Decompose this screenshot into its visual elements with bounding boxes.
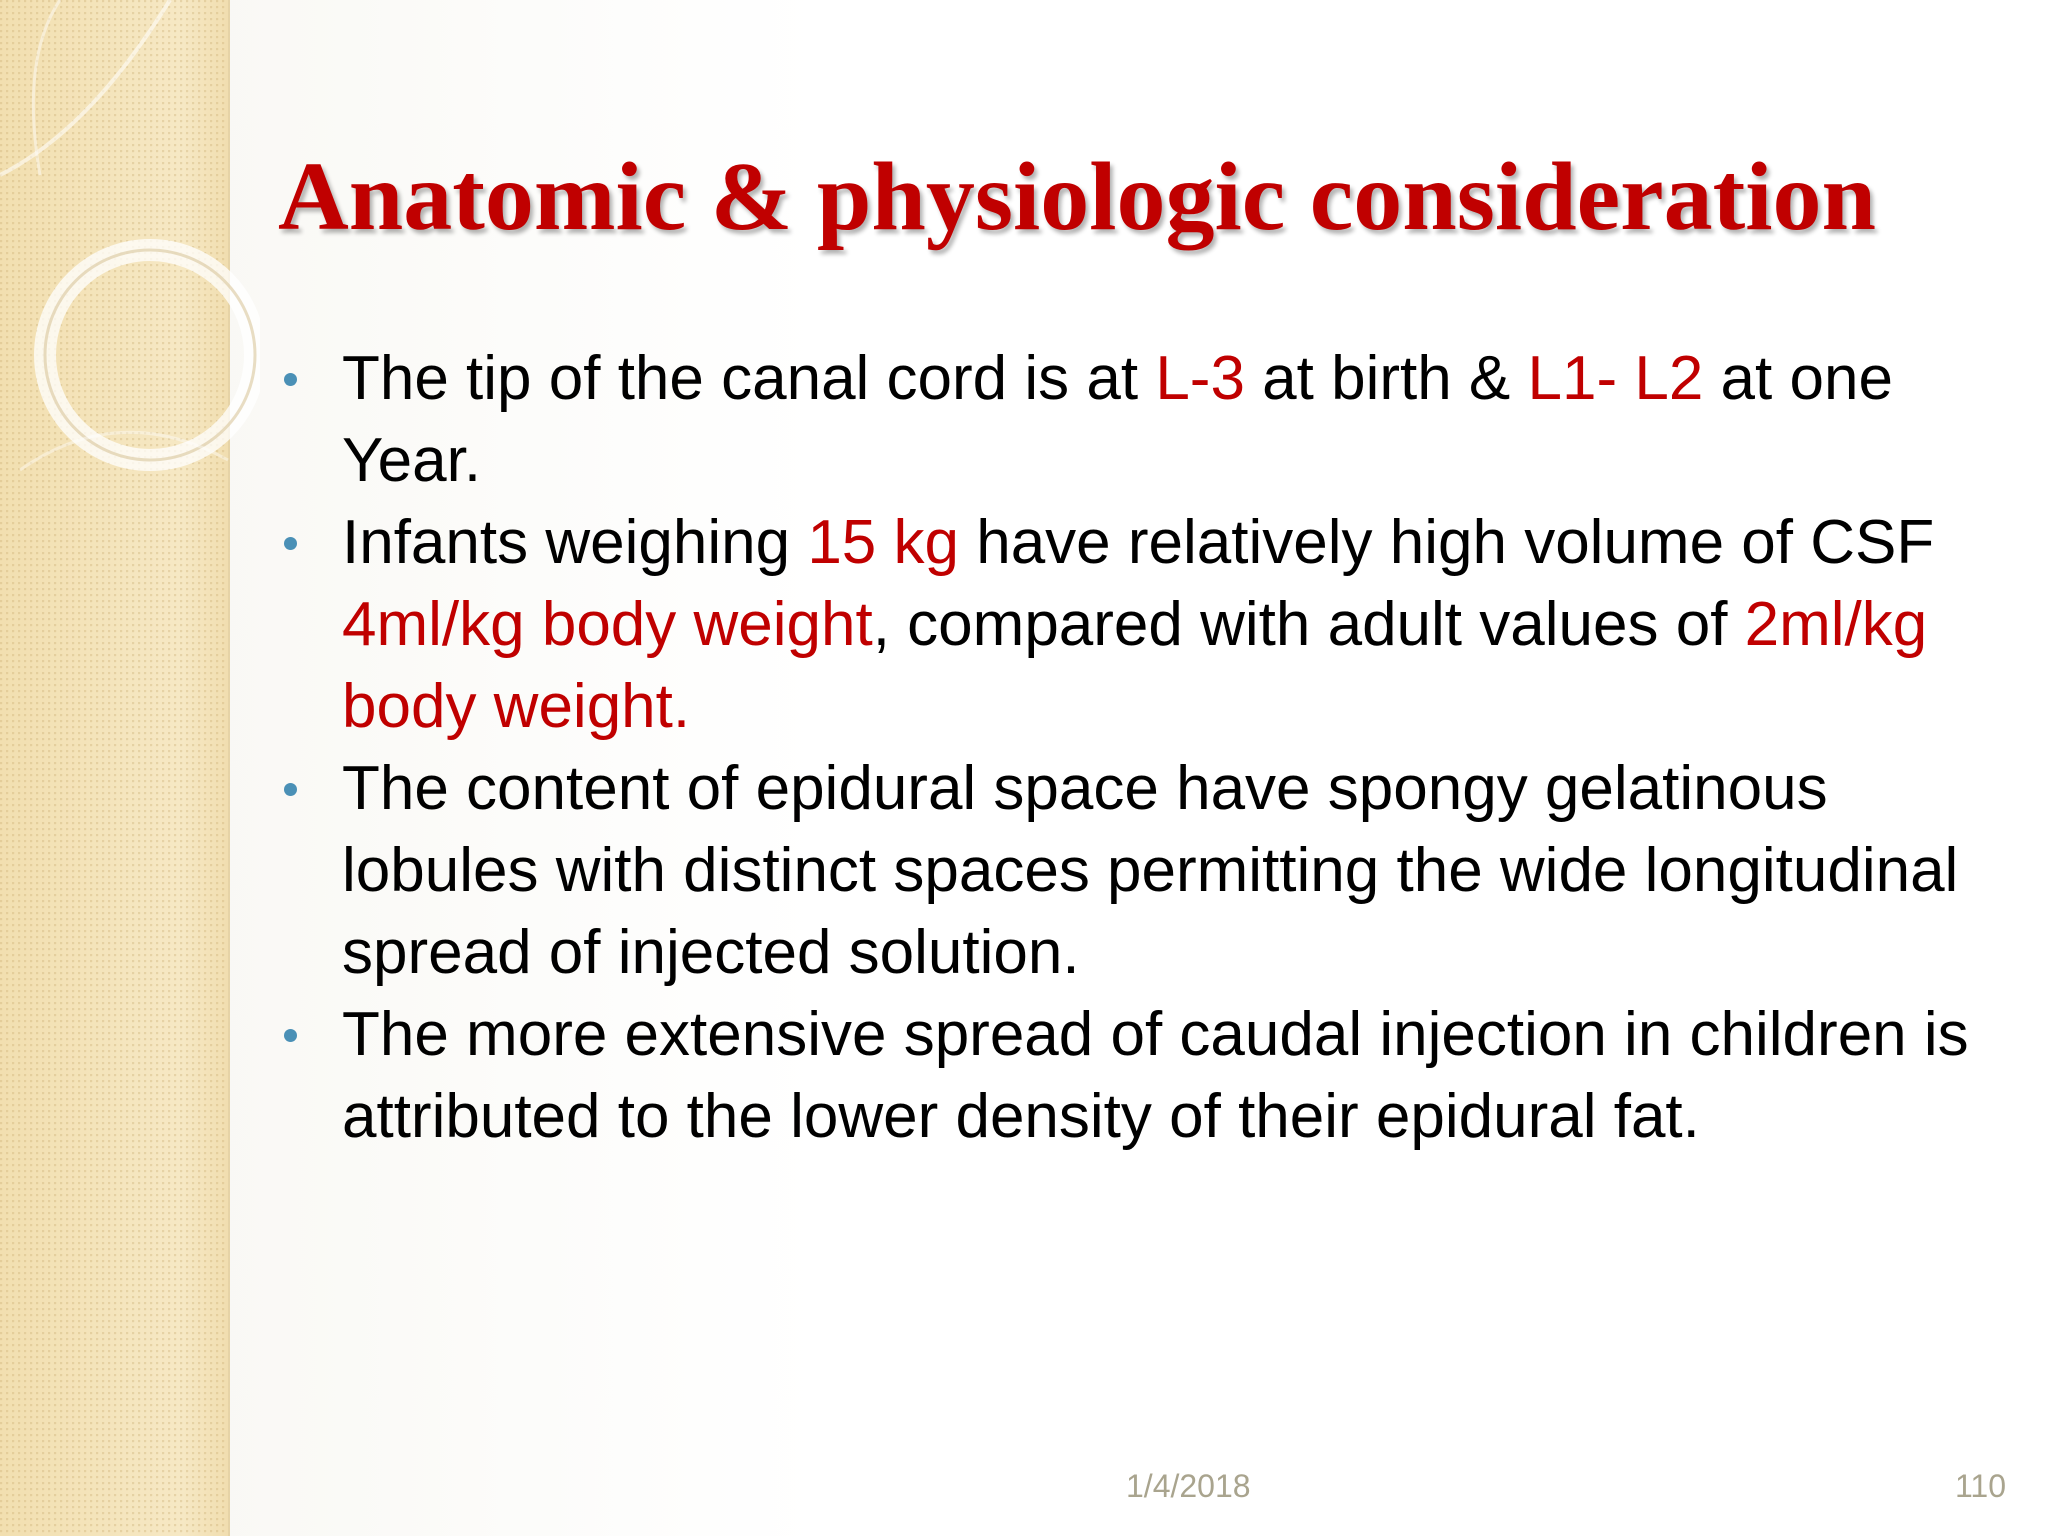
footer-date: 1/4/2018	[1126, 1468, 1251, 1504]
bullet-dot-icon	[284, 783, 297, 796]
bullet-text-segment: , compared with adult values of	[872, 590, 1745, 659]
bullet-highlight-segment: 4ml/kg body weight	[342, 590, 873, 659]
bullet-highlight-segment: L1- L2	[1527, 344, 1704, 413]
footer-page-number: 110	[1954, 1468, 2006, 1504]
decorative-side-panel	[0, 0, 230, 1536]
bullet-dot-icon	[284, 1029, 297, 1042]
bullet-item	[280, 338, 2020, 502]
bullet-text-segment: The tip of the canal cord is at	[342, 344, 1156, 413]
bullet-dot-icon	[284, 373, 297, 386]
bullet-highlight-segment: L-3	[1155, 344, 1245, 413]
bullet-text-segment: Infants weighing	[342, 508, 808, 577]
bullet-text-segment: at one Year.	[342, 344, 1893, 495]
bullet-list	[280, 338, 2020, 1158]
bullet-item	[280, 994, 2020, 1158]
bullet-highlight-segment: 2ml/kg body weight.	[342, 590, 1928, 741]
slide-title: Anatomic & physiologic consideration	[278, 143, 1876, 251]
bullet-text-segment: The content of epidural space have spongy gelatinous lobules with distinct spaces permitting the wide longitudinal spread of injected solution.	[342, 754, 1959, 987]
bullet-text-segment: have relatively high volume of CSF	[958, 508, 1935, 577]
bullet-text-segment: at birth &	[1244, 344, 1528, 413]
bullet-item	[280, 748, 2020, 994]
bullet-highlight-segment: 15 kg	[807, 508, 959, 577]
bullet-text-segment: The more extensive spread of caudal injection in children is attributed to the lower density of their epidural fat.	[342, 1000, 1969, 1151]
bullet-item	[280, 502, 2020, 748]
bullet-dot-icon	[284, 537, 297, 550]
